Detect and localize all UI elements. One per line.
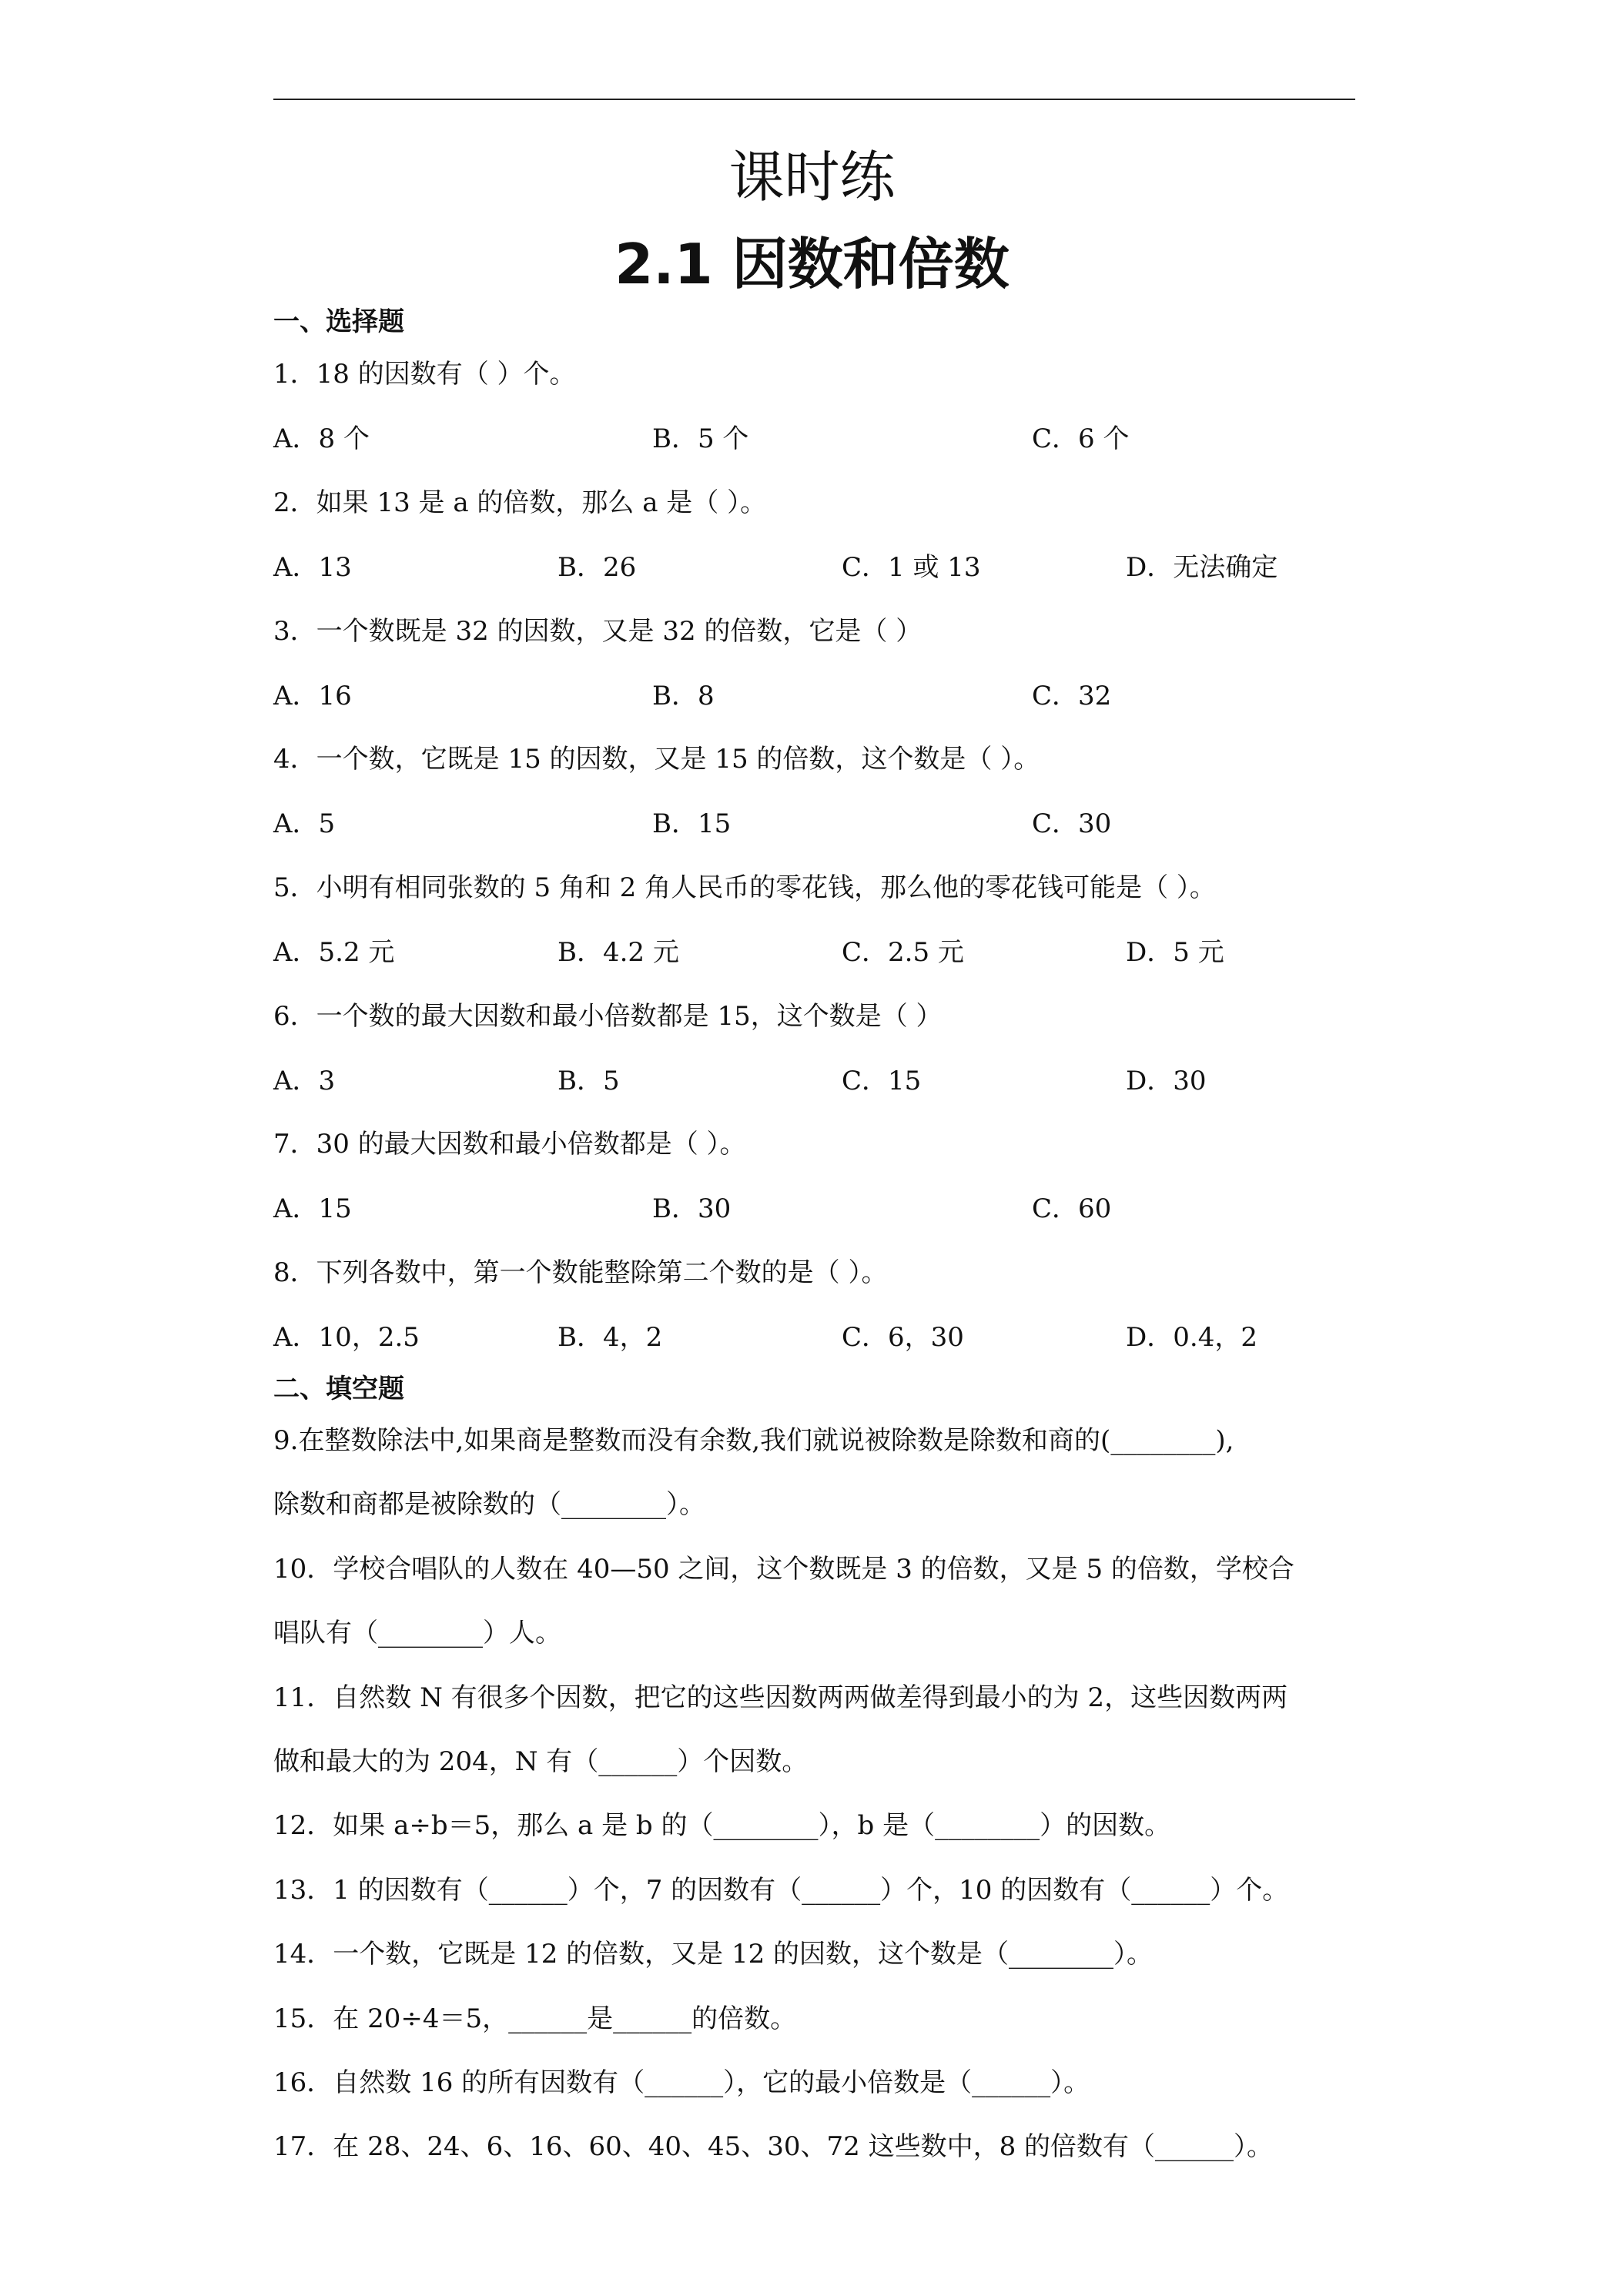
fill-question-line: 做和最大的为 204，N 有（______）个因数。 — [273, 1746, 809, 1777]
option-b: B．30 — [652, 1193, 732, 1224]
option-d: D．5 元 — [1126, 937, 1224, 968]
option-d: D．0.4，2 — [1126, 1322, 1257, 1353]
option-c: C．2.5 元 — [842, 937, 964, 968]
question-stem: 5．小明有相同张数的 5 角和 2 角人民币的零花钱，那么他的零花钱可能是（ ）。 — [273, 872, 1216, 903]
option-b: B．5 — [558, 1066, 620, 1096]
option-c: C．60 — [1032, 1193, 1112, 1224]
question-stem: 7．30 的最大因数和最小倍数都是（ ）。 — [273, 1129, 746, 1160]
option-a: A．13 — [273, 552, 352, 583]
page-title: 课时练 — [728, 145, 896, 209]
option-c: C．6，30 — [842, 1322, 964, 1353]
option-d: D．30 — [1126, 1066, 1207, 1096]
header-rule — [273, 99, 1355, 100]
fill-question-line: 唱队有（________）人。 — [273, 1618, 561, 1648]
question-stem: 2．如果 13 是 a 的倍数，那么 a 是（ ）。 — [273, 487, 767, 518]
option-c: C．6 个 — [1032, 423, 1130, 454]
option-b: B．5 个 — [652, 423, 749, 454]
option-c: C．1 或 13 — [842, 552, 981, 583]
question-stem: 4．一个数，它既是 15 的因数，又是 15 的倍数，这个数是（ ）。 — [273, 744, 1040, 775]
option-a: A．15 — [273, 1193, 352, 1224]
fill-question-line: 13．1 的因数有（______）个，7 的因数有（______）个，10 的因数有（______）个。 — [273, 1875, 1289, 1906]
fill-question-line: 17．在 28、24、6、16、60、40、45、30、72 这些数中，8 的倍数有（______）。 — [273, 2131, 1274, 2162]
question-stem: 6．一个数的最大因数和最小倍数都是 15，这个数是（ ） — [273, 1001, 943, 1032]
option-b: B．8 — [652, 681, 715, 711]
option-a: A．5.2 元 — [273, 937, 395, 968]
fill-question-line: 12．如果 a÷b＝5，那么 a 是 b 的（________），b 是（________）的因数。 — [273, 1810, 1171, 1841]
question-stem: 8．下列各数中，第一个数能整除第二个数的是（ ）。 — [273, 1257, 888, 1288]
fill-question-line: 14．一个数，它既是 12 的倍数，又是 12 的因数，这个数是（________）。 — [273, 1939, 1154, 1970]
page-subtitle: 2.1 因数和倍数 — [614, 232, 1010, 296]
option-c: C．30 — [1032, 808, 1112, 839]
fill-question-line: 除数和商都是被除数的（________）。 — [273, 1489, 705, 1520]
option-a: A．3 — [273, 1066, 336, 1096]
option-b: B．4，2 — [558, 1322, 663, 1353]
fill-question-line: 9.在整数除法中,如果商是整数而没有余数,我们就说被除数是除数和商的(________), — [273, 1425, 1234, 1456]
option-b: B．15 — [652, 808, 732, 839]
fill-question-line: 10．学校合唱队的人数在 40—50 之间，这个数既是 3 的倍数，又是 5 的倍数，学校合 — [273, 1554, 1294, 1585]
option-c: C．15 — [842, 1066, 922, 1096]
option-b: B．26 — [558, 552, 637, 583]
fill-question-line: 16．自然数 16 的所有因数有（______），它的最小倍数是（______）。 — [273, 2067, 1090, 2098]
question-stem: 3．一个数既是 32 的因数，又是 32 的倍数，它是（ ） — [273, 616, 922, 647]
option-a: A．16 — [273, 681, 352, 711]
option-b: B．4.2 元 — [558, 937, 679, 968]
option-c: C．32 — [1032, 681, 1112, 711]
option-a: A．8 个 — [273, 423, 370, 454]
option-a: A．5 — [273, 808, 336, 839]
fill-question-line: 11．自然数 N 有很多个因数，把它的这些因数两两做差得到最小的为 2，这些因数两两 — [273, 1682, 1288, 1713]
fill-question-line: 15．在 20÷4＝5，______是______的倍数。 — [273, 2003, 797, 2034]
option-d: D．无法确定 — [1126, 552, 1278, 583]
section-heading-choice: 一、选择题 — [273, 306, 404, 337]
question-stem: 1．18 的因数有（ ）个。 — [273, 359, 576, 390]
option-a: A．10，2.5 — [273, 1322, 420, 1353]
section-heading-fill: 二、填空题 — [273, 1374, 404, 1404]
